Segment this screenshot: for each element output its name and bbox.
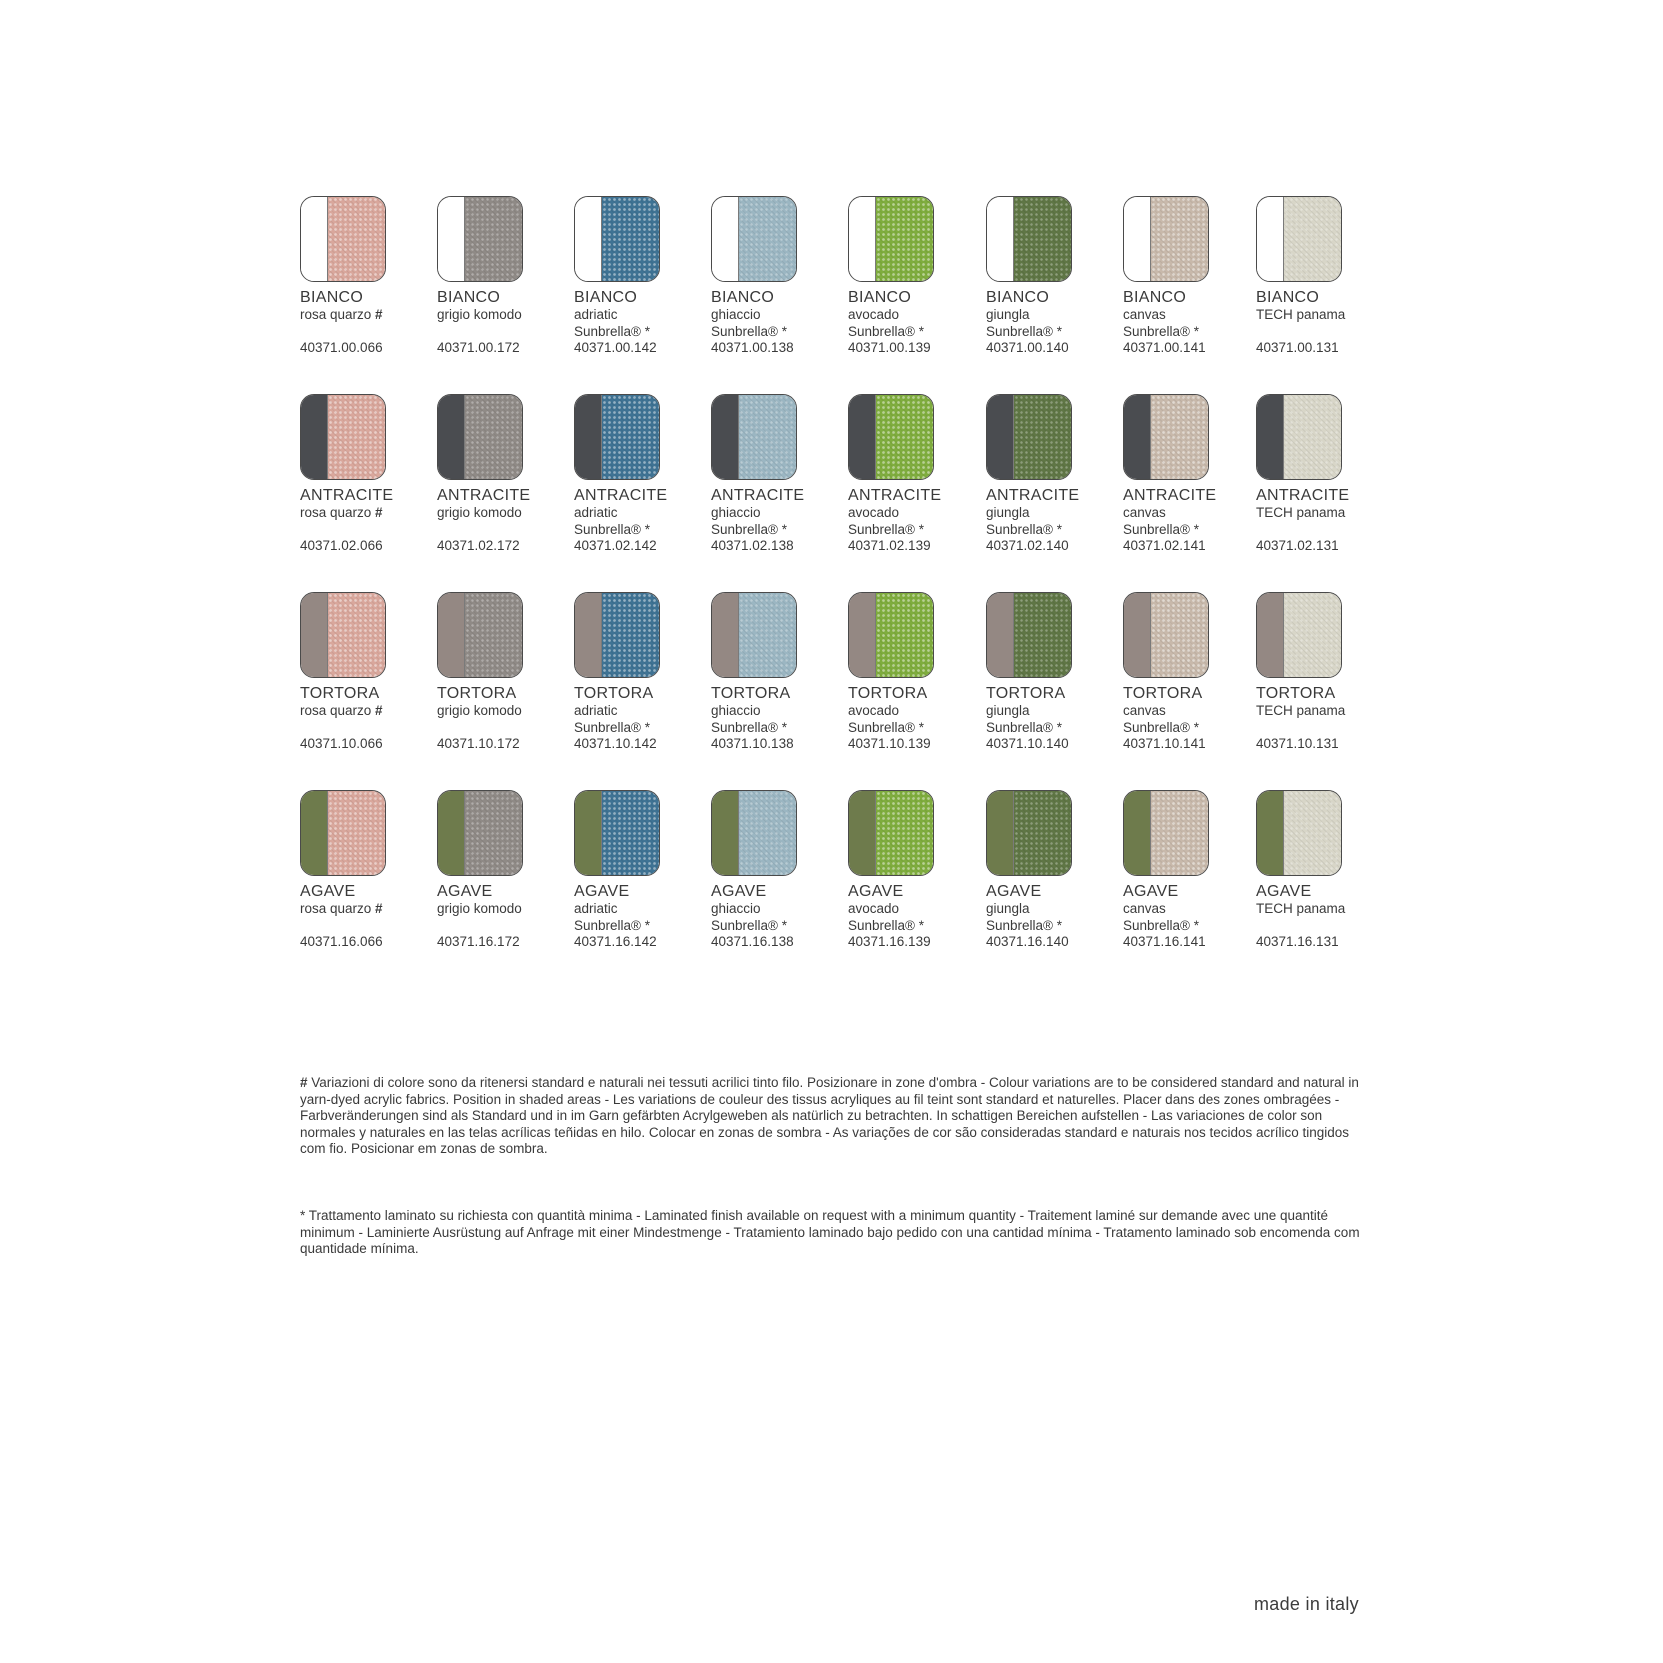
product-code: 40371.10.140 [986, 736, 1069, 751]
swatch-item [711, 790, 846, 951]
color-swatch [711, 790, 797, 876]
product-code: 40371.16.131 [1256, 934, 1339, 949]
swatch-row [300, 394, 1380, 592]
product-code: 40371.02.066 [300, 538, 383, 553]
frame-color-sample [987, 395, 1014, 479]
fabric-brand [437, 522, 572, 539]
frame-name: TORTORA [986, 685, 1066, 702]
fabric-color-sample [1014, 593, 1071, 677]
swatch-item [848, 790, 983, 951]
fabric-color-sample [465, 395, 522, 479]
fabric-color-sample [1014, 791, 1071, 875]
fabric-color-sample [328, 197, 385, 281]
color-swatch [574, 592, 660, 678]
color-swatch [1256, 196, 1342, 282]
swatch-item [848, 394, 983, 555]
color-swatch [848, 196, 934, 282]
product-code: 40371.00.138 [711, 340, 794, 355]
frame-name: TORTORA [300, 685, 380, 702]
fabric-brand: Sunbrella® * [986, 323, 1062, 339]
fabric-name: avocado [848, 901, 900, 916]
fabric-color-sample [1151, 395, 1208, 479]
frame-name: AGAVE [1256, 883, 1312, 900]
color-swatch [711, 394, 797, 480]
fabric-name: rosa quarzo # [300, 901, 383, 916]
fabric-color-sample [739, 395, 796, 479]
frame-color-sample [575, 593, 602, 677]
fabric-name: giungla [986, 901, 1030, 916]
swatch-item [1256, 790, 1391, 951]
color-swatch [1123, 790, 1209, 876]
color-swatch [574, 394, 660, 480]
product-code: 40371.02.139 [848, 538, 931, 553]
color-swatch [1123, 196, 1209, 282]
fabric-color-sample [602, 593, 659, 677]
fabric-name: grigio komodo [437, 703, 522, 718]
swatch-item [1123, 790, 1258, 951]
colour-variation-mark: # [371, 307, 383, 322]
product-code: 40371.16.139 [848, 934, 931, 949]
swatch-item [437, 196, 572, 357]
swatch-row [300, 790, 1380, 988]
product-code: 40371.00.142 [574, 340, 657, 355]
fabric-name: avocado [848, 505, 900, 520]
fabric-brand: Sunbrella® * [574, 917, 650, 933]
color-swatch [1123, 592, 1209, 678]
frame-name: ANTRACITE [574, 487, 668, 504]
fabric-name: canvas [1123, 901, 1166, 916]
swatch-item [986, 592, 1121, 753]
fabric-color-sample [465, 593, 522, 677]
frame-name: AGAVE [574, 883, 630, 900]
product-code: 40371.00.066 [300, 340, 383, 355]
swatch-item [300, 790, 435, 951]
swatch-item [986, 394, 1121, 555]
color-swatch [711, 592, 797, 678]
color-swatch [300, 196, 386, 282]
fabric-brand: Sunbrella® * [1123, 917, 1199, 933]
fabric-color-sample [876, 395, 933, 479]
fabric-brand: Sunbrella® * [574, 719, 650, 735]
fabric-name: TECH panama [1256, 901, 1346, 916]
fabric-brand [437, 918, 572, 935]
fabric-color-sample [1284, 395, 1341, 479]
fabric-brand: Sunbrella® * [711, 521, 787, 537]
frame-color-sample [987, 791, 1014, 875]
fabric-name: ghiaccio [711, 703, 761, 718]
fabric-color-sample [328, 593, 385, 677]
fabric-name: TECH panama [1256, 307, 1346, 322]
fabric-name: grigio komodo [437, 505, 522, 520]
fabric-brand: Sunbrella® * [848, 917, 924, 933]
swatch-item [574, 592, 709, 753]
colour-variation-mark: # [371, 703, 383, 718]
swatch-item [848, 196, 983, 357]
fabric-brand [300, 324, 435, 341]
product-code: 40371.02.131 [1256, 538, 1339, 553]
fabric-brand: Sunbrella® * [848, 719, 924, 735]
color-swatch [1256, 790, 1342, 876]
fabric-color-sample [1284, 593, 1341, 677]
frame-color-sample [301, 593, 328, 677]
fabric-color-sample [602, 791, 659, 875]
frame-color-sample [849, 791, 876, 875]
color-swatch [1256, 592, 1342, 678]
frame-color-sample [575, 197, 602, 281]
fabric-name: adriatic [574, 307, 618, 322]
swatch-item [711, 394, 846, 555]
color-swatch [437, 790, 523, 876]
fabric-color-sample [1284, 791, 1341, 875]
fabric-name: giungla [986, 505, 1030, 520]
frame-color-sample [1257, 593, 1284, 677]
frame-color-sample [849, 593, 876, 677]
color-swatch [711, 196, 797, 282]
fabric-name: giungla [986, 307, 1030, 322]
product-code: 40371.02.142 [574, 538, 657, 553]
color-swatch [437, 196, 523, 282]
frame-color-sample [575, 395, 602, 479]
frame-color-sample [438, 791, 465, 875]
fabric-brand: Sunbrella® * [711, 719, 787, 735]
fabric-name: adriatic [574, 505, 618, 520]
fabric-name: TECH panama [1256, 703, 1346, 718]
frame-name: ANTRACITE [300, 487, 394, 504]
fabric-color-sample [602, 395, 659, 479]
fabric-color-sample [876, 593, 933, 677]
fabric-brand: Sunbrella® * [848, 521, 924, 537]
swatch-item [1256, 196, 1391, 357]
color-swatch [986, 394, 1072, 480]
color-swatch [848, 394, 934, 480]
frame-name: AGAVE [848, 883, 904, 900]
product-code: 40371.10.131 [1256, 736, 1339, 751]
frame-color-sample [712, 197, 739, 281]
swatch-item [300, 394, 435, 555]
frame-name: TORTORA [1123, 685, 1203, 702]
fabric-brand: Sunbrella® * [986, 719, 1062, 735]
product-code: 40371.16.141 [1123, 934, 1206, 949]
frame-color-sample [1124, 791, 1151, 875]
fabric-color-sample [465, 791, 522, 875]
swatch-item [574, 196, 709, 357]
fabric-color-sample [1284, 197, 1341, 281]
fabric-name: rosa quarzo # [300, 505, 383, 520]
fabric-name: canvas [1123, 307, 1166, 322]
frame-color-sample [1257, 791, 1284, 875]
fabric-brand [437, 324, 572, 341]
product-code: 40371.10.142 [574, 736, 657, 751]
swatch-item [437, 592, 572, 753]
fabric-name: canvas [1123, 703, 1166, 718]
fabric-color-sample [465, 197, 522, 281]
color-swatch [437, 592, 523, 678]
frame-name: AGAVE [711, 883, 767, 900]
fabric-color-sample [739, 593, 796, 677]
fabric-color-sample [1151, 791, 1208, 875]
product-code: 40371.16.138 [711, 934, 794, 949]
fabric-name: avocado [848, 307, 900, 322]
product-code: 40371.16.142 [574, 934, 657, 949]
product-code: 40371.00.140 [986, 340, 1069, 355]
fabric-name: grigio komodo [437, 307, 522, 322]
fabric-name: adriatic [574, 901, 618, 916]
colour-variation-note [300, 1075, 1360, 1158]
fabric-brand: Sunbrella® * [711, 917, 787, 933]
fabric-brand: Sunbrella® * [1123, 521, 1199, 537]
frame-name: AGAVE [1123, 883, 1179, 900]
fabric-brand: Sunbrella® * [986, 917, 1062, 933]
frame-name: ANTRACITE [986, 487, 1080, 504]
frame-color-sample [1124, 197, 1151, 281]
frame-color-sample [712, 791, 739, 875]
swatch-item [437, 394, 572, 555]
swatch-item [986, 790, 1121, 951]
fabric-brand: Sunbrella® * [711, 323, 787, 339]
fabric-name: ghiaccio [711, 505, 761, 520]
swatch-row [300, 196, 1380, 394]
fabric-brand [300, 918, 435, 935]
frame-color-sample [849, 395, 876, 479]
fabric-brand [1256, 720, 1391, 737]
fabric-name: grigio komodo [437, 901, 522, 916]
fabric-color-sample [1151, 197, 1208, 281]
swatch-item [1123, 196, 1258, 357]
frame-color-sample [438, 593, 465, 677]
frame-color-sample [301, 395, 328, 479]
fabric-brand: Sunbrella® * [986, 521, 1062, 537]
swatch-item [711, 592, 846, 753]
fabric-color-sample [328, 791, 385, 875]
fabric-color-sample [739, 791, 796, 875]
product-code: 40371.02.140 [986, 538, 1069, 553]
fabric-brand [300, 720, 435, 737]
color-swatch [300, 394, 386, 480]
fabric-brand [1256, 918, 1391, 935]
frame-name: BIANCO [711, 289, 775, 306]
color-swatch [574, 196, 660, 282]
color-swatch [1256, 394, 1342, 480]
color-swatch [300, 592, 386, 678]
fabric-brand: Sunbrella® * [1123, 323, 1199, 339]
frame-name: ANTRACITE [437, 487, 531, 504]
product-code: 40371.10.138 [711, 736, 794, 751]
color-swatch [300, 790, 386, 876]
frame-color-sample [1257, 395, 1284, 479]
frame-name: ANTRACITE [1123, 487, 1217, 504]
fabric-name: ghiaccio [711, 901, 761, 916]
fabric-color-sample [602, 197, 659, 281]
fabric-brand: Sunbrella® * [574, 521, 650, 537]
swatch-item [300, 196, 435, 357]
fabric-color-sample [876, 791, 933, 875]
frame-name: TORTORA [574, 685, 654, 702]
swatch-item [711, 196, 846, 357]
fabric-color-sample [739, 197, 796, 281]
fabric-brand [1256, 522, 1391, 539]
frame-name: BIANCO [1123, 289, 1187, 306]
color-swatch [848, 790, 934, 876]
color-swatch [574, 790, 660, 876]
product-code: 40371.00.139 [848, 340, 931, 355]
fabric-name: TECH panama [1256, 505, 1346, 520]
swatch-item [1123, 592, 1258, 753]
colour-variation-mark: # [371, 901, 383, 916]
fabric-name: giungla [986, 703, 1030, 718]
frame-name: AGAVE [986, 883, 1042, 900]
frame-name: BIANCO [986, 289, 1050, 306]
frame-name: ANTRACITE [1256, 487, 1350, 504]
fabric-name: avocado [848, 703, 900, 718]
color-swatch [1123, 394, 1209, 480]
frame-name: TORTORA [1256, 685, 1336, 702]
frame-name: TORTORA [437, 685, 517, 702]
product-code: 40371.10.139 [848, 736, 931, 751]
swatch-item [574, 790, 709, 951]
swatch-item [574, 394, 709, 555]
fabric-color-sample [1014, 197, 1071, 281]
product-code: 40371.00.131 [1256, 340, 1339, 355]
product-code: 40371.10.066 [300, 736, 383, 751]
frame-color-sample [438, 395, 465, 479]
fabric-name: adriatic [574, 703, 618, 718]
swatch-row [300, 592, 1380, 790]
frame-name: TORTORA [848, 685, 928, 702]
frame-name: AGAVE [437, 883, 493, 900]
color-swatch [986, 196, 1072, 282]
fabric-color-sample [328, 395, 385, 479]
hash-mark: # [300, 1075, 308, 1090]
fabric-name: ghiaccio [711, 307, 761, 322]
product-code: 40371.00.141 [1123, 340, 1206, 355]
frame-name: ANTRACITE [711, 487, 805, 504]
fabric-color-sample [1151, 593, 1208, 677]
swatch-item [1256, 394, 1391, 555]
product-code: 40371.02.138 [711, 538, 794, 553]
fabric-brand: Sunbrella® * [848, 323, 924, 339]
colour-variation-mark: # [371, 505, 383, 520]
color-swatch [986, 790, 1072, 876]
laminated-finish-note: * Trattamento laminato su richiesta con quantità minima - Laminated finish available on request with a minimum quantity - Traitement laminé sur demande avec une quantité minimum - Laminierte Ausrüstung auf Anfrage mit einer Mindestmenge - Tratamiento laminado bajo pedido con una cantidad mínima - Tratamento laminado sob encomenda com quantidade mínima. [300, 1208, 1360, 1257]
frame-color-sample [987, 593, 1014, 677]
product-code: 40371.16.172 [437, 934, 520, 949]
product-code: 40371.02.172 [437, 538, 520, 553]
frame-name: BIANCO [574, 289, 638, 306]
fabric-name: rosa quarzo # [300, 703, 383, 718]
product-code: 40371.10.141 [1123, 736, 1206, 751]
swatch-item [1123, 394, 1258, 555]
frame-color-sample [1257, 197, 1284, 281]
frame-color-sample [1124, 593, 1151, 677]
product-code: 40371.10.172 [437, 736, 520, 751]
frame-name: BIANCO [1256, 289, 1320, 306]
product-code: 40371.16.066 [300, 934, 383, 949]
frame-name: BIANCO [437, 289, 501, 306]
swatch-item [1256, 592, 1391, 753]
frame-color-sample [712, 395, 739, 479]
product-code: 40371.00.172 [437, 340, 520, 355]
frame-name: ANTRACITE [848, 487, 942, 504]
frame-color-sample [575, 791, 602, 875]
swatch-item [300, 592, 435, 753]
swatch-item [986, 196, 1121, 357]
fabric-name: canvas [1123, 505, 1166, 520]
made-in-italy: made in italy [1254, 1594, 1359, 1614]
fabric-name: rosa quarzo # [300, 307, 383, 322]
frame-color-sample [712, 593, 739, 677]
color-swatch [848, 592, 934, 678]
fabric-brand: Sunbrella® * [1123, 719, 1199, 735]
frame-color-sample [1124, 395, 1151, 479]
frame-name: AGAVE [300, 883, 356, 900]
product-code: 40371.16.140 [986, 934, 1069, 949]
frame-color-sample [849, 197, 876, 281]
fabric-color-sample [876, 197, 933, 281]
color-grid [300, 196, 1380, 988]
fabric-brand [300, 522, 435, 539]
frame-name: TORTORA [711, 685, 791, 702]
frame-name: BIANCO [300, 289, 364, 306]
swatch-item [437, 790, 572, 951]
fabric-brand [1256, 324, 1391, 341]
color-swatch [437, 394, 523, 480]
swatch-item [848, 592, 983, 753]
frame-color-sample [438, 197, 465, 281]
fabric-color-sample [1014, 395, 1071, 479]
fabric-brand: Sunbrella® * [574, 323, 650, 339]
fabric-brand [437, 720, 572, 737]
colour-variation-text: Variazioni di colore sono da ritenersi standard e naturali nei tessuti acrilici tinto filo. Posizionare in zone d'ombra - Colour variations are to be considered standard and natural in yarn-dyed acrylic fabrics. Position in shaded areas - Les variations de couleur des tissus acryliques au fil teint sont standard et naturelles. Placer dans des zones ombragées - Farbveränderungen sind als Standard und in im Garn gefärbten Acrylgeweben als natürlich zu betrachten. In schattigen Bereichen aufstellen - Las variaciones de color son normales y naturales en las telas acrílicas teñidas en hilo. Colocar en zonas de sombra - As variações de cor são consideradas standard e naturais nos tecidos acrílico tingidos com fio. Posicionar em zonas de sombra. [300, 1075, 1359, 1157]
product-code: 40371.02.141 [1123, 538, 1206, 553]
color-swatch [986, 592, 1072, 678]
frame-color-sample [987, 197, 1014, 281]
frame-color-sample [301, 197, 328, 281]
frame-color-sample [301, 791, 328, 875]
frame-name: BIANCO [848, 289, 912, 306]
